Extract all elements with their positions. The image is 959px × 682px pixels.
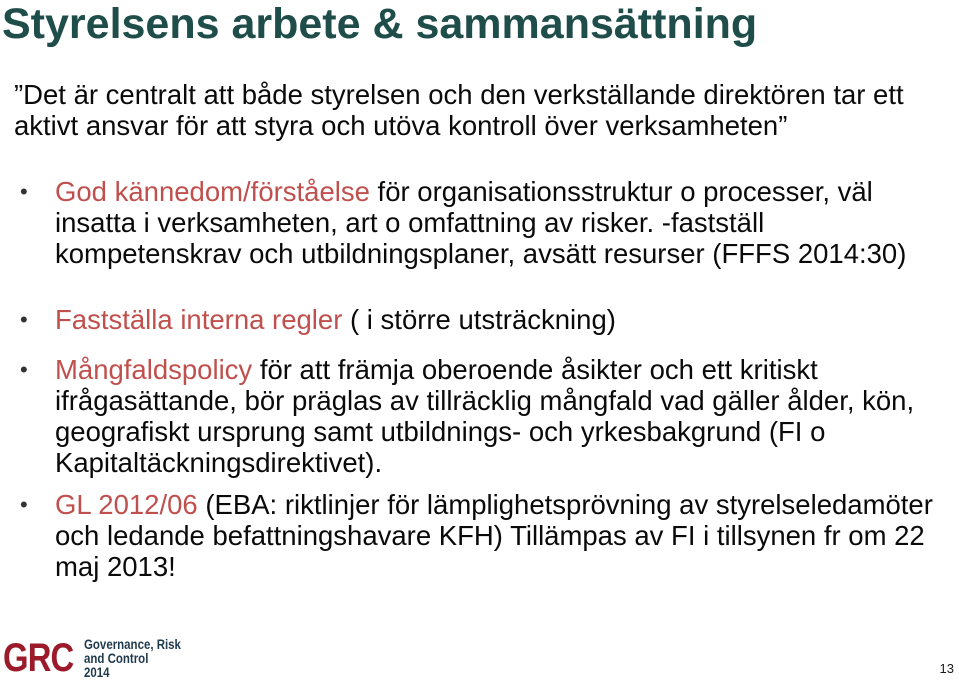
grc-logo bbox=[0, 632, 200, 682]
bullet-text: för att främja oberoende åsikter och ett kritiskt ifrågasättande, bör präglas av tillräcklig mångfald vad gäller ålder, kön, geografiskt ursprung samt utbildnings- och yrkesbakgrund (FI o Kapitaltäckningsdirektivet). bbox=[55, 354, 915, 478]
bullet-text: ( i större utsträckning) bbox=[342, 304, 616, 335]
bullet-list bbox=[0, 176, 940, 582]
bullet-highlight: Fastställa interna regler bbox=[55, 304, 343, 335]
grc-logo-letters: GRC bbox=[3, 636, 74, 680]
bullet-item bbox=[0, 176, 940, 304]
bullet-item bbox=[0, 304, 940, 354]
logo-line: Governance, Risk bbox=[84, 637, 181, 652]
bullet-text: (EBA: riktlinjer för lämplighetsprövning av styrelseledamöter och ledande befattningshavare KFH) Tillämpas av FI i tillsynen fr om 22 maj 2013! bbox=[55, 489, 933, 582]
logo-line: and Control bbox=[84, 651, 149, 666]
bullet-item bbox=[0, 489, 940, 582]
bullet-highlight: Mångfaldspolicy bbox=[55, 354, 253, 385]
bullet-highlight: GL 2012/06 bbox=[55, 489, 198, 520]
bullet-dot-icon: • bbox=[20, 307, 28, 332]
bullet-dot-icon: • bbox=[20, 357, 28, 382]
bullet-text: för organisationsstruktur o processer, väl insatta i verksamheten, art o omfattning av risker. -fastställ kompetenskrav och utbildningsplaner, avsätt resurser (FFFS 2014:30) bbox=[55, 176, 907, 269]
bullet-dot-icon: • bbox=[20, 492, 28, 517]
grc-logo-caption bbox=[84, 638, 181, 680]
slide-title: Styrelsens arbete & sammansättning bbox=[2, 0, 758, 48]
quote-text: ”Det är centralt att både styrelsen och den verkställande direktören tar ett aktivt ansvar för att styra och utöva kontroll över verksamheten” bbox=[14, 79, 904, 141]
page-number: 13 bbox=[939, 661, 954, 676]
bullet-item bbox=[0, 354, 940, 489]
logo-line: 2014 bbox=[84, 665, 110, 680]
bullet-dot-icon: • bbox=[20, 179, 28, 204]
bullet-highlight: God kännedom/förståelse bbox=[55, 176, 370, 207]
